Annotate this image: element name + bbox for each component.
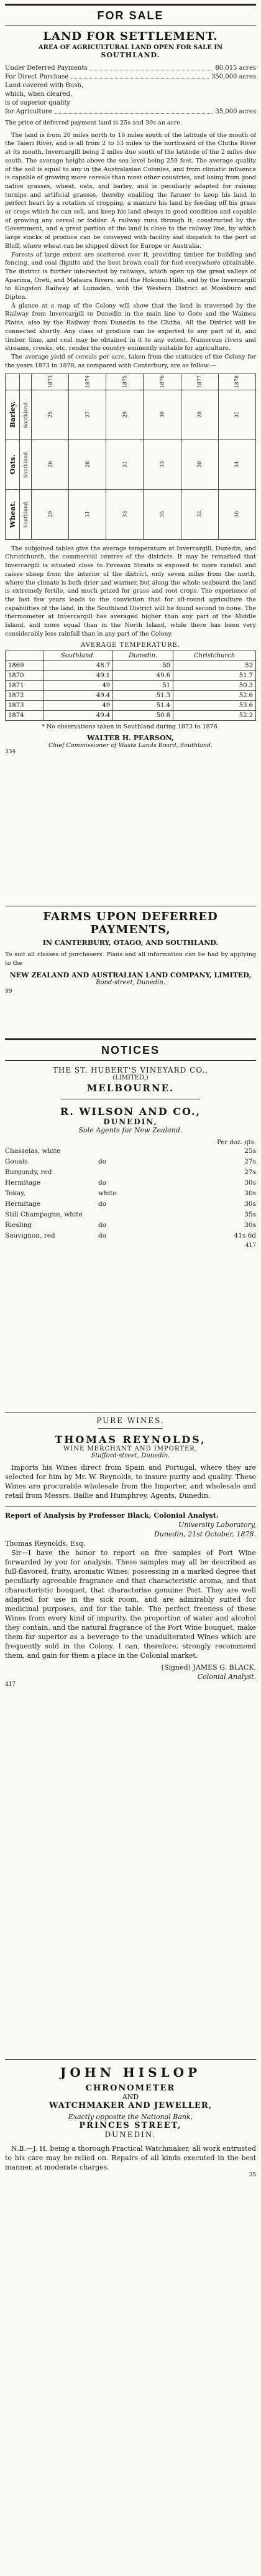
pure-wines-heading: PURE WINES. bbox=[96, 1416, 165, 1425]
wine-list bbox=[5, 1146, 256, 1241]
wine-row: Burgundy, red 27s bbox=[5, 1168, 256, 1176]
report-signature-title: Colonial Analyst. bbox=[197, 1673, 256, 1681]
land-stats bbox=[5, 64, 256, 116]
land-para3: A glance at a map of the Colony will show that the land is traversed by the Railway from Invercargill to Dunedin in the main line to Gore and the Waimea Plains, also by the Railway from Dunedin to the Clutha. All the District will be connected shortly. Any class of produce can be exported to any part of it, and timber, lime, and coal may be obtained in it to any extent. Numerous rivers and streams, creeks, etc. render the country eminently suitable for agriculture. bbox=[5, 302, 256, 352]
vineyard-name: THE ST. HUBERT'S VINEYARD CO., bbox=[52, 1066, 209, 1074]
hislop-line5: PRINCES STREET, bbox=[79, 2121, 182, 2130]
reynolds-title: WINE MERCHANT AND IMPORTER, bbox=[63, 1445, 198, 1452]
pure-wines-section bbox=[5, 1412, 256, 2053]
vineyard-city: MELBOURNE. bbox=[86, 1083, 175, 1094]
wilson-city: DUNEDIN, bbox=[103, 1117, 158, 1126]
yield-cell: 30 bbox=[181, 440, 218, 489]
hislop-line4: Exactly opposite the National Bank, bbox=[68, 2113, 193, 2121]
land-stat-row: is of superior quality bbox=[5, 100, 71, 106]
land-para1: The land is from 20 miles north to 16 miles south of the latitude of the mouth of the Taieri River, and is all from 2 to 53 miles to the northward of the Clutha River at its mouth, Invercargill being 2 miles due south of the latitude of the 2 miles due south. The average height above the sea level being 250 feet. The average quality of the soil is equal to any in the Australasian Colonies, and from climatic influence is capable of growing more cereals than most other countries, and being from good native grasses, wheat, oats, and barley, and is peculiarly adapted for raising turnips and artificial grasses, thereby enabling the farmer to keep his land in perfect heart by a rotation of cropping; a manure his land by feeding off his grass or crops which he can sell, and keep his land always in good condition and capable of growing any cereal or fodder. A railway runs through it, constructed by the Government, and a great portion of the land is close to the railway line, by which large stocks of produce can be conveyed with facility and dispatch to the port of Bluff, where wheat can be shipped direct for Europe or Australia. bbox=[5, 131, 256, 250]
yield-col-head: 1876 bbox=[144, 374, 181, 390]
temp-note: * No observations taken in Southland during 1873 to 1876. bbox=[42, 723, 219, 731]
yield-cell: 26 bbox=[32, 440, 69, 489]
temp-row: 1874 49.4 50.8 52.2 bbox=[6, 711, 256, 721]
land-settlement-heading: LAND FOR SETTLEMENT. bbox=[43, 30, 218, 43]
yield-row-wheat bbox=[6, 489, 256, 539]
farms-heading: FARMS UPON DEFERRED PAYMENTS, bbox=[43, 910, 218, 936]
land-para4: The subjoined tables give the average temperature at Invercargill, Dunedin, and Christchurch, the commercial centres of the districts. It may be remarked that Invercargill is situated close to Foveaux Straits is exposed to more rainfall and raises sheep from the interior of the district, only seven miles from the north, where the climate is both drier and warmer, but along the whole seaboard the land is extremely fertile, and much prized for grass and root crops. The experience of the last few years leads to the conviction that for all-round agriculture the capabilities of the land, in the Southland District will be found second to none. The thermometer at Invercargill has averaged higher than any part of the Middle Island, and more equal than in the North Island, while there has been very considerably less rainfall than in any part of the Colony. bbox=[5, 545, 256, 637]
ref-number: 417 bbox=[245, 1243, 256, 1249]
yield-cell: 34 bbox=[218, 440, 255, 489]
farms-body: To suit all classes of purchasers. Plans and all information can be had by applying to the bbox=[5, 951, 256, 967]
farms-sub: IN CANTERBURY, OTAGO, AND SOUTHLAND. bbox=[42, 939, 219, 947]
signature-title: Chief Commissioner of Waste Lands Board, Southland. bbox=[48, 742, 213, 750]
yield-col-head: 1873 bbox=[32, 374, 69, 390]
hislop-body: N.B.—J. H. being a thorough Practical Watchmaker, all work entrusted to his care may be relied on. Repairs of all kinds executed in the best manner, at moderate charges. bbox=[5, 2145, 256, 2171]
yield-cell: 36 bbox=[218, 489, 255, 539]
farms-company: NEW ZEALAND AND AUSTRALIAN LAND COMPANY, LIMITED, bbox=[9, 971, 252, 980]
yield-cell: 31 bbox=[218, 390, 255, 440]
yield-cell: 29 bbox=[32, 489, 69, 539]
temp-head: Southland. bbox=[43, 651, 113, 661]
yield-cell: 28 bbox=[69, 440, 106, 489]
yield-col-head: 1878 bbox=[218, 374, 255, 390]
land-para2: Forests of large extent are scattered over it, providing timber for building and fencing, and coal (lignite and the best brown coal) for fuel everywhere obtainable. The district is further intersected by railways, which open up the great valleys of Aparima, Oreti, and Mataura Rivers, and the Hokonui Hills, and by the Invercargill to Kingston Railway at Lumsden, with the Western District at Mossburn and Dipton. bbox=[5, 251, 256, 301]
yield-cell: 30 bbox=[144, 390, 181, 440]
yield-group-label: Barley. bbox=[6, 390, 20, 440]
wine-row: Sauvignon, red do 41s 6d bbox=[5, 1232, 256, 1239]
temp-row: 1873 49 51.4 53.6 bbox=[6, 701, 256, 711]
yield-cell: 28 bbox=[181, 390, 218, 440]
wine-row: Gouais do 27s bbox=[5, 1158, 256, 1165]
wine-row: Hermitage do 30s bbox=[5, 1179, 256, 1187]
temp-title: AVERAGE TEMPERATURE. bbox=[80, 642, 180, 649]
signature-name: WALTER H. PEARSON, bbox=[87, 734, 174, 743]
yield-cell: 31 bbox=[69, 489, 106, 539]
yield-district-label: Southland. bbox=[20, 390, 32, 440]
temperature-table bbox=[5, 651, 256, 721]
yield-cell: 25 bbox=[32, 390, 69, 440]
hislop-line6: DUNEDIN. bbox=[104, 2130, 157, 2139]
yield-cell: 29 bbox=[106, 390, 144, 440]
notices-banner: NOTICES bbox=[5, 1038, 256, 1061]
yield-table bbox=[5, 374, 256, 539]
report-signature: (Signed) JAMES G. BLACK, bbox=[161, 1663, 256, 1671]
temp-row: 1870 49.1 49.6 51.7 bbox=[6, 671, 256, 681]
temp-row: 1872 49.4 51.3 52.6 bbox=[6, 691, 256, 701]
yield-cell: 33 bbox=[106, 489, 144, 539]
land-sub2: SOUTHLAND. bbox=[101, 51, 160, 59]
land-stat-row: Land covered with Bush, bbox=[5, 82, 84, 89]
report-body: Sir—I have the honor to report on five samples of Port Wine forwarded by you for analysis. These samples may all be described as full-flavored, fruity, aromatic Wines; possessing in a marked degree that peculiarly agreeable fragrance and that characteristic aroma, and that characteristic bouquet, that characterise genuine Port. They are well adapted for use in the sick room, and are admirably suited for medicinal purposes, and for the table. The perfect freeness of these Wines from every kind of impurity, the proportion of water and alcohol they contain, and the natural fragrance of the Port Wine bouquet, make them far superior as a beverage to the unadulterated Wines which are frequently sold in the Colony. I can, therefore, strongly recommend them, and gain for them a place in the Colonial market. bbox=[5, 1549, 256, 1660]
temp-head: Dunedin. bbox=[113, 651, 173, 661]
farms-address: Bond-street, Dunedin. bbox=[96, 979, 165, 987]
temp-row: 1871 49 51 50.3 bbox=[6, 681, 256, 691]
land-stat-row: For Direct Purchase 350,000 acres bbox=[5, 73, 256, 80]
divider bbox=[98, 1428, 163, 1429]
temp-head bbox=[6, 651, 44, 661]
wilson-agents: Sole Agents for New Zealand. bbox=[78, 1126, 183, 1134]
temp-row: 1869 48.7 50 52 bbox=[6, 661, 256, 671]
reynolds-name: THOMAS REYNOLDS, bbox=[55, 1434, 206, 1445]
wine-row: Hermitage do 30s bbox=[5, 1200, 256, 1208]
land-sub1: AREA OF AGRICULTURAL LAND OPEN FOR SALE IN bbox=[38, 44, 223, 51]
hislop-line1: CHRONOMETER bbox=[85, 2084, 176, 2093]
wine-row: Riesling do 30s bbox=[5, 1221, 256, 1229]
price-note: The price of deferred payment land is 25s and 30s an acre. bbox=[5, 120, 182, 126]
report-address1: University Laboratory, bbox=[178, 1521, 256, 1529]
yield-cell: 35 bbox=[144, 489, 181, 539]
land-stat-row: for Agriculture 35,000 acres bbox=[5, 108, 256, 115]
yield-row-oats bbox=[6, 440, 256, 489]
yield-cell: 27 bbox=[69, 390, 106, 440]
reynolds-body: Imports his Wines direct from Spain and Portugal, where they are selected for him by Mr. W. Reynolds, to insure purity and quality. These Wines are procurable wholesale from the Importer, and wholesale and retail from Messrs. Bailie and Humphrey, Agents, Dunedin. bbox=[5, 1464, 256, 1500]
yield-row-barley bbox=[6, 390, 256, 440]
report-recipient: Thomas Reynolds, Esq. bbox=[5, 1539, 86, 1548]
yield-district-label: Southland. bbox=[20, 489, 32, 539]
yield-col-head: 1877 bbox=[181, 374, 218, 390]
ref-number: 417 bbox=[5, 1681, 16, 1688]
report-heading: Report of Analysis by Professor Black, Colonial Analyst. bbox=[5, 1511, 219, 1520]
for-sale-banner: FOR SALE bbox=[5, 4, 256, 26]
yield-cell: 33 bbox=[144, 440, 181, 489]
yield-district-label: Southland. bbox=[20, 440, 32, 489]
land-stat-row: Under Deferred Payments 80,015 acres bbox=[5, 65, 256, 72]
ref-number: 35 bbox=[249, 2172, 256, 2178]
yield-cell: 32 bbox=[181, 489, 218, 539]
for-sale-section bbox=[5, 4, 256, 900]
ref-number: 334 bbox=[5, 749, 16, 756]
report-address2: Dunedin, 21st October, 1878. bbox=[153, 1530, 256, 1538]
table-intro: The average yield of cereals per acre, taken from the statistics of the Colony for the years 1873 to 1878, as compared with Canterbury, are as follow:— bbox=[5, 353, 256, 369]
hislop-heading: JOHN HISLOP bbox=[60, 2065, 201, 2080]
reynolds-address: Stafford-street, Dunedin. bbox=[91, 1452, 170, 1459]
yield-table-header bbox=[6, 374, 256, 390]
yield-year-head-cell bbox=[20, 374, 32, 390]
yield-group-label: Oats. bbox=[6, 440, 20, 489]
vineyard-limited: (LIMITED,) bbox=[112, 1074, 149, 1081]
ref-number: 99 bbox=[5, 989, 12, 995]
wilson-name: R. WILSON AND CO., bbox=[60, 1106, 201, 1117]
wine-row: Tokay, white 30s bbox=[5, 1190, 256, 1197]
notices-section bbox=[5, 1038, 256, 1406]
wine-row: Chasselas, white 25s bbox=[5, 1147, 256, 1155]
hislop-line2: AND bbox=[122, 2093, 139, 2101]
yield-col-head: 1874 bbox=[69, 374, 106, 390]
wine-row: Still Champagne, white 35s bbox=[5, 1211, 256, 1218]
land-stat-row: which, when cleared, bbox=[5, 91, 73, 98]
farms-section bbox=[5, 906, 256, 1033]
yield-col-head: 1875 bbox=[106, 374, 144, 390]
per-doz: Per doz. qts. bbox=[217, 1139, 256, 1146]
hislop-line3: WATCHMAKER AND JEWELLER, bbox=[48, 2101, 213, 2110]
hislop-section bbox=[5, 2059, 256, 2570]
yield-group-label: Wheat. bbox=[6, 489, 20, 539]
temp-head: Christchurch bbox=[173, 651, 256, 661]
temp-header-row bbox=[6, 651, 256, 661]
yield-cell: 31 bbox=[106, 440, 144, 489]
